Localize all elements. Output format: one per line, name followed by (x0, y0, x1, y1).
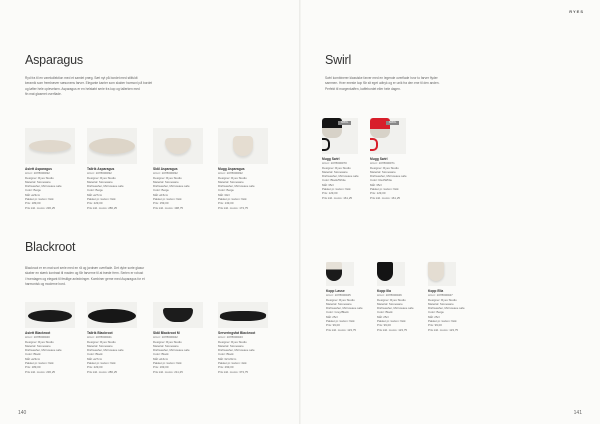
intro-text-line: Perfekt til morgenkaffen, kaffebordet eller hele dagen. (325, 86, 401, 91)
product-spec-line: Color: Black/White (322, 178, 346, 183)
product-spec-line: Mål: ø27cm (87, 356, 103, 361)
product-spec-line: Color: Black (87, 352, 103, 357)
product-spec-line: Mål: 25cl (428, 314, 440, 319)
product-spec-line: Pris inkl. moms: 286,25 (87, 369, 118, 374)
product-spec-line: Designer: Ryes Studio (25, 339, 54, 344)
product-spec-line: Pris inkl. moms: 123,75 (377, 327, 408, 332)
product-spec-line: Dishwasher, Microwave safe (87, 184, 124, 189)
product-spec-line: Color: Beige (218, 188, 234, 193)
product-name: Tallrik Asparagus (87, 167, 115, 171)
product-image (153, 302, 203, 328)
product-name: Kopp Lasse (326, 289, 345, 293)
product-spec-line: Pakket pr. karton: 6stk (87, 196, 116, 201)
product-spec-line: Art.nr: 1078000032 (218, 171, 243, 176)
product-spec-line: Color: Beige (87, 188, 103, 193)
product-spec-line: Art.nr: 1078000032 (25, 171, 50, 176)
product-name: Mugg Asparagus (218, 167, 245, 171)
asparagus-intro (25, 76, 152, 98)
product-spec-line: Pris inkl. moms: 236,25 (25, 205, 56, 210)
product-spec-line: Pris: 189,00 (25, 365, 41, 370)
product-spec-line: Material: Stoneware (87, 179, 113, 184)
product-spec-line: Pakket pr. karton: 4stk (218, 360, 247, 365)
product-spec-line: Designer: Ryes Studio (25, 175, 54, 180)
product-spec-line: Pris inkl. moms: 373,75 (218, 369, 249, 374)
page-spine (299, 0, 301, 424)
product-card[interactable] (218, 302, 276, 374)
product-spec-line: Mål: ø27cm (87, 192, 103, 197)
product-card[interactable] (218, 128, 276, 210)
product-spec-line: Mål: 35cl (322, 182, 334, 187)
product-spec-line: Color: Beige (428, 310, 444, 315)
product-image (218, 302, 268, 328)
product-spec-line: Pris: 99,00 (326, 323, 340, 328)
product-spec-line: Dishwasher, Microwave safe (322, 174, 359, 179)
product-spec-line: Pris inkl. moms: 236,25 (25, 369, 56, 374)
product-spec-line: Dishwasher, Microwave safe (326, 306, 363, 311)
product-spec-line: Dishwasher, Microwave safe (428, 306, 465, 311)
product-name: Skål Blackroot M (153, 331, 180, 335)
intro-text-line: i hverdagen og elegant til festlige anledninger. Kombiner gerne med Asparagus for et (25, 276, 145, 281)
product-image (326, 262, 354, 286)
product-spec-line: Mål: ø23cm (25, 356, 41, 361)
product-spec-line: Pris inkl. moms: 198,75 (153, 205, 184, 210)
product-name: Asiett Blackroot (25, 331, 51, 335)
product-card[interactable] (153, 302, 211, 374)
product-spec-line: Material: Stoneware (153, 343, 179, 348)
product-card[interactable] (25, 302, 83, 374)
product-image (87, 302, 137, 328)
page-number-right: 141 (573, 410, 582, 416)
intro-text-line: skaber en stærk kontrast til maden og får farverne til at træde frem. Serien er robust (25, 271, 144, 276)
product-name: Serveringsfat Blackroot (218, 331, 256, 335)
product-spec-line: Pris inkl. moms: 211,25 (153, 369, 183, 374)
product-spec-line: Mål: ø15cm (153, 192, 169, 197)
product-spec-line: Material: Stoneware (153, 179, 179, 184)
product-spec-line: Material: Stoneware (377, 301, 403, 306)
product-name: Asiett Asparagus (25, 167, 52, 171)
product-spec-line: Dishwasher, Microwave safe (25, 348, 62, 353)
product-spec-line: Mål: 25cl (377, 314, 389, 319)
product-spec-line: Pakket pr. karton: 6stk (25, 360, 54, 365)
product-spec-line: Pris: 189,00 (25, 201, 41, 206)
product-spec-line: Dishwasher, Microwave safe (370, 174, 407, 179)
product-spec-line: Art.nr: 1078000046 (377, 293, 402, 298)
product-spec-line: Color: Black (153, 352, 169, 357)
product-spec-line: Art.nr: 1078000041 (87, 335, 112, 340)
intro-text-line: Swirl kombinerer klassiske farver med en legende overflade hvor to farver flyder (325, 76, 438, 80)
product-spec-line: Material: Stoneware (218, 343, 244, 348)
product-badge: SWIRL (386, 121, 399, 125)
product-spec-line: Mål: ø16cm (153, 356, 169, 361)
product-spec-line: Pakket pr. karton: 6stk (87, 360, 116, 365)
product-name: Tallrik Blackroot (87, 331, 113, 335)
product-spec-line: Pris: 139,00 (218, 201, 234, 206)
product-image (87, 128, 137, 164)
product-spec-line: Art.nr: 1078000047 (428, 293, 453, 298)
product-spec-line: Color: Red/White (370, 178, 393, 183)
product-spec-line: Designer: Ryes Studio (370, 165, 399, 170)
product-spec-line: Pris: 229,00 (87, 365, 103, 370)
product-spec-line: Pris inkl. moms: 123,75 (428, 327, 459, 332)
product-spec-line: Art.nr: 1078000045 (326, 293, 351, 298)
product-spec-line: Designer: Ryes Studio (87, 339, 116, 344)
product-spec-line: Dishwasher, Microwave safe (25, 184, 62, 189)
product-spec-line: Pris inkl. moms: 123,75 (326, 327, 357, 332)
product-spec-line: Pris: 129,00 (370, 191, 386, 196)
product-spec-line: Pris: 129,00 (322, 191, 338, 196)
product-spec-line: Mål: 30cl (218, 192, 230, 197)
product-badge: SWIRL (338, 121, 351, 125)
product-image (218, 128, 268, 164)
product-spec-line: Designer: Ryes Studio (218, 175, 247, 180)
product-spec-line: Mål: 32×20cm (218, 356, 237, 361)
product-spec-line: Mål: 35cl (370, 182, 382, 187)
blackroot-title: Blackroot (25, 240, 76, 254)
intro-text-line: Ryd fra til en varekollektion med et samlet præg. Sæt nyt på bordet med stilfuldt (25, 76, 138, 80)
product-spec-line: Mål: 25cl (326, 314, 338, 319)
product-spec-line: Pakket pr. karton: 6stk (326, 318, 355, 323)
product-spec-line: Designer: Ryes Studio (153, 175, 182, 180)
product-image (428, 262, 456, 286)
product-spec-line: Dishwasher, Microwave safe (377, 306, 414, 311)
product-spec-line: Pris: 299,00 (218, 365, 234, 370)
product-spec-line: Color: Black (25, 352, 41, 357)
product-spec-line: Pakket pr. karton: 6stk (218, 196, 247, 201)
product-spec-line: Color: Black (218, 352, 234, 357)
product-spec-line: Pakket pr. karton: 6stk (377, 318, 406, 323)
intro-text-line: fin mat glaseret overflade. (25, 92, 62, 97)
product-spec-line: Art.nr: 1078000071 (370, 161, 395, 166)
product-image (25, 302, 75, 328)
product-spec-line: Material: Stoneware (428, 301, 454, 306)
product-spec-line: Material: Stoneware (370, 169, 396, 174)
product-card[interactable] (326, 262, 384, 332)
product-card[interactable] (87, 128, 145, 210)
product-spec-line: Art.nr: 1078000070 (322, 161, 347, 166)
product-card[interactable] (25, 128, 83, 210)
product-spec-line: Material: Stoneware (322, 169, 348, 174)
product-image (322, 118, 358, 154)
product-spec-line: Art.nr: 1078000040 (25, 335, 50, 340)
product-spec-line: Designer: Ryes Studio (377, 297, 406, 302)
intro-text-line: Blackroot er en mat sort serie med en rå og jordnær overflade. Det dybe sorte glasur (25, 266, 145, 270)
product-name: Mugg Swirl (322, 157, 340, 161)
product-spec-line: Material: Stoneware (326, 301, 352, 306)
product-spec-line: Pakket pr. karton: 6stk (153, 196, 182, 201)
product-spec-line: Designer: Ryes Studio (87, 175, 116, 180)
product-spec-line: Dishwasher, Microwave safe (218, 348, 255, 353)
product-spec-line: Pakket pr. karton: 6stk (153, 360, 182, 365)
product-card[interactable] (428, 262, 486, 332)
product-spec-line: Art.nr: 1078000032 (153, 171, 178, 176)
product-image (370, 118, 406, 154)
product-spec-line: Art.nr: 1078000042 (153, 335, 178, 340)
product-spec-line: Material: Stoneware (25, 179, 51, 184)
product-spec-line: Mål: ø23cm (25, 192, 41, 197)
product-image (25, 128, 75, 164)
product-image (153, 128, 203, 164)
brand-logo: RYES (569, 9, 584, 14)
product-spec-line: Pris inkl. moms: 173,75 (218, 205, 249, 210)
product-spec-line: Pris: 169,00 (153, 365, 169, 370)
product-spec-line: Designer: Ryes Studio (428, 297, 457, 302)
product-spec-line: Pris: 229,00 (87, 201, 103, 206)
intro-text-line: og løfter hele oplevelsen. Asparagus er en helstøbt serie fra kop og tallerken med (25, 86, 140, 91)
product-spec-line: Material: Stoneware (87, 343, 113, 348)
product-spec-line: Color: Beige (153, 188, 169, 193)
product-spec-line: Dishwasher, Microwave safe (87, 348, 124, 353)
page-number-left: 140 (18, 410, 27, 416)
product-spec-line: Pakket pr. karton: 6stk (322, 186, 351, 191)
product-name: Mugg Swirl (370, 157, 388, 161)
product-spec-line: Pris inkl. moms: 286,25 (87, 205, 118, 210)
product-spec-line: Art.nr: 1078000043 (218, 335, 243, 340)
intro-text-line: sammen. Hver eneste kop får sit eget udtryk og er unik fra den ene til den anden. (325, 81, 440, 86)
product-spec-line: Material: Stoneware (25, 343, 51, 348)
product-name: Skål Asparagus (153, 167, 178, 171)
product-spec-line: Pris inkl. moms: 161,25 (370, 195, 401, 200)
swirl-title: Swirl (325, 53, 352, 67)
product-spec-line: Pris: 159,00 (153, 201, 169, 206)
product-spec-line: Art.nr: 1078000032 (87, 171, 112, 176)
product-spec-line: Pakket pr. karton: 6stk (25, 196, 54, 201)
product-card[interactable] (87, 302, 145, 374)
product-spec-line: Pakket pr. karton: 6stk (428, 318, 457, 323)
product-card[interactable] (370, 118, 428, 200)
product-card[interactable] (377, 262, 435, 332)
product-spec-line: Pris: 99,00 (428, 323, 442, 328)
product-image (377, 262, 405, 286)
product-name: Kopp Illa (377, 289, 391, 293)
product-name: Kopp Ella (428, 289, 444, 293)
product-spec-line: Color: Grey/Black (326, 310, 349, 315)
asparagus-title: Asparagus (25, 53, 83, 67)
swirl-intro (325, 76, 439, 92)
intro-text-line: harmonisk og moderne bord. (25, 282, 66, 287)
product-spec-line: Dishwasher, Microwave safe (218, 184, 255, 189)
product-spec-line: Pris inkl. moms: 161,25 (322, 195, 353, 200)
blackroot-intro (25, 266, 145, 288)
product-spec-line: Dishwasher, Microwave safe (153, 184, 190, 189)
product-spec-line: Designer: Ryes Studio (322, 165, 351, 170)
product-spec-line: Designer: Ryes Studio (153, 339, 182, 344)
product-spec-line: Pris: 99,00 (377, 323, 391, 328)
product-spec-line: Color: Black (377, 310, 393, 315)
product-spec-line: Designer: Ryes Studio (218, 339, 247, 344)
product-spec-line: Pakket pr. karton: 6stk (370, 186, 399, 191)
product-spec-line: Designer: Ryes Studio (326, 297, 355, 302)
product-spec-line: Dishwasher, Microwave safe (153, 348, 190, 353)
product-spec-line: Color: Beige (25, 188, 41, 193)
product-spec-line: Material: Stoneware (218, 179, 244, 184)
intro-text-line: keramik som fremhæver sæsonens farver. Elegante kanter som skaber harmoni på bordet (25, 81, 153, 86)
product-card[interactable] (153, 128, 211, 210)
